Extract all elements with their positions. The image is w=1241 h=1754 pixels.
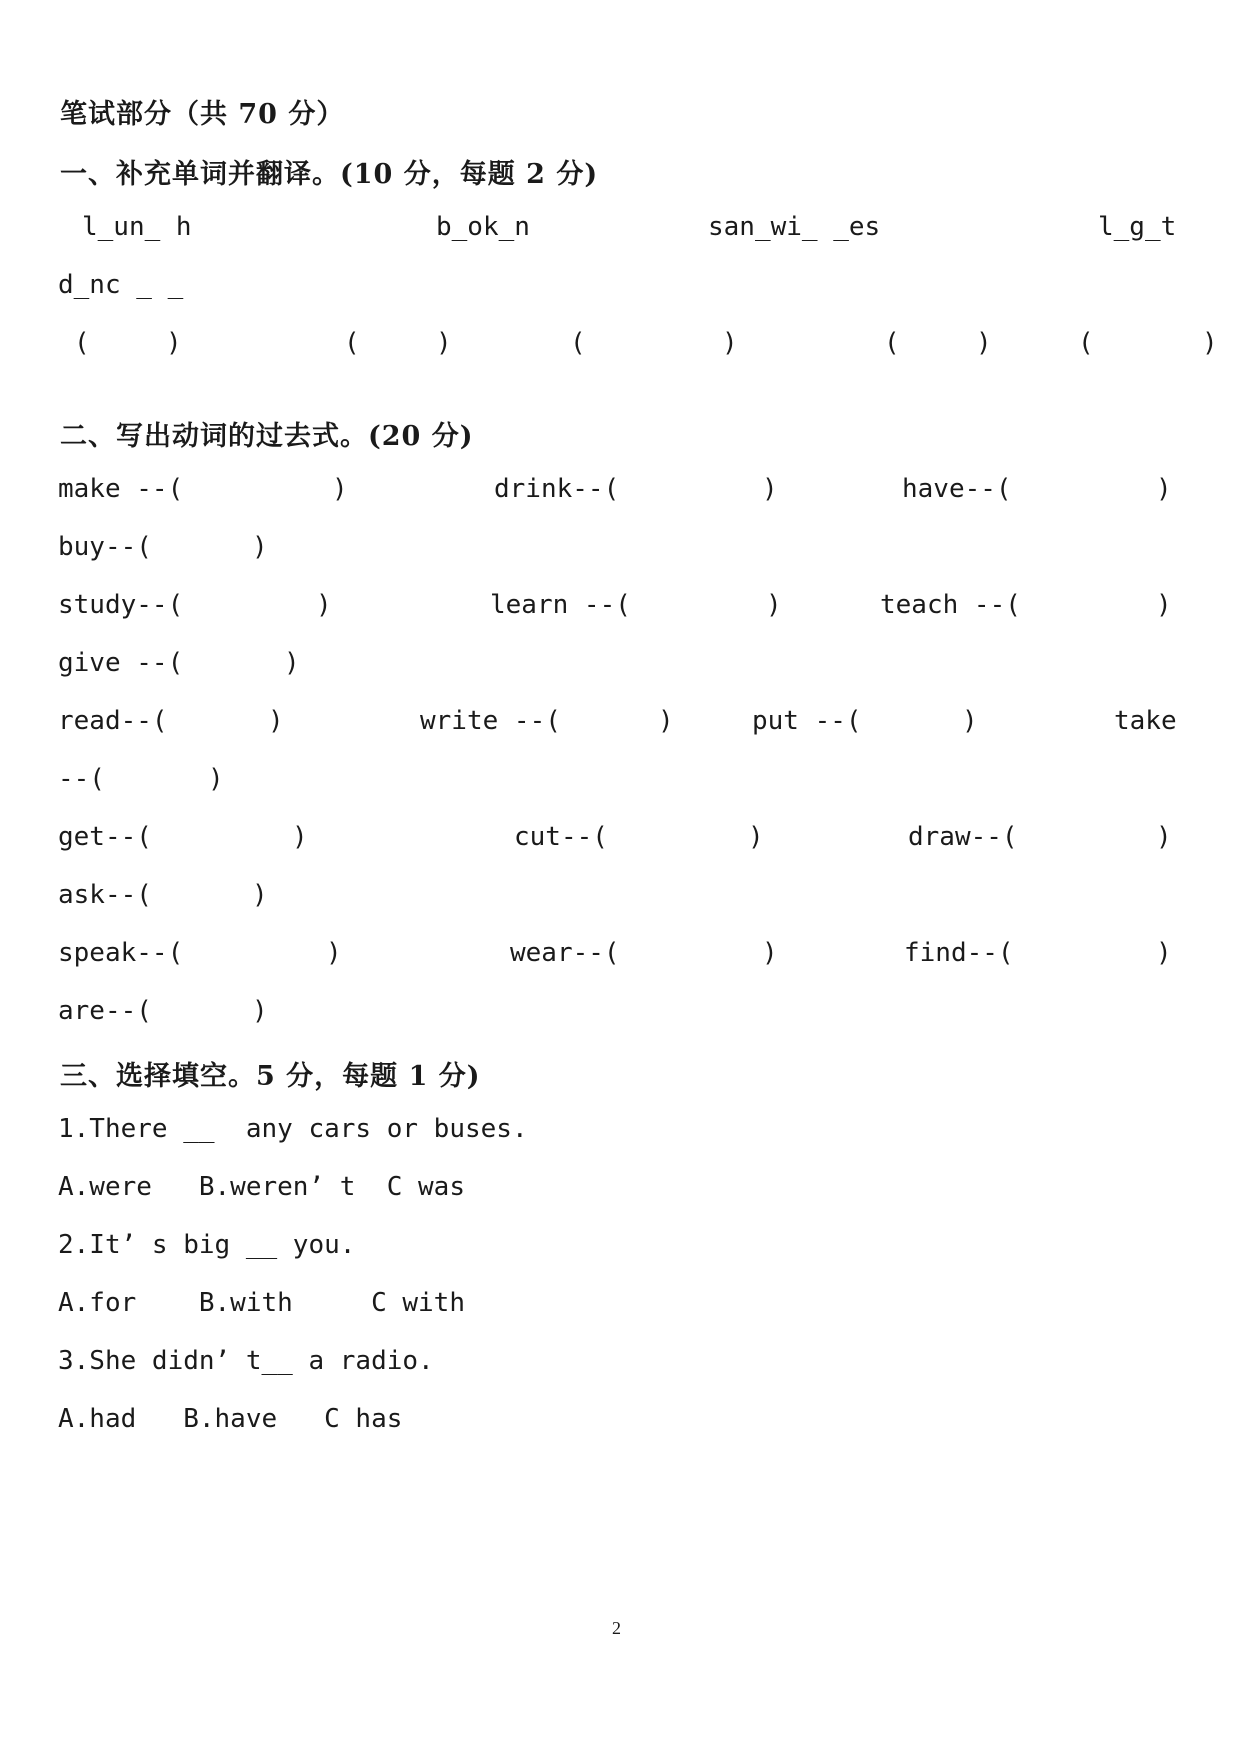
verb-have: have--( [902, 474, 1012, 504]
verb-drink: drink--( [494, 474, 620, 504]
verb-drink-close: ) [762, 474, 778, 504]
verb-cut-close: ) [748, 822, 764, 852]
blank-5-open: ( [1078, 328, 1094, 358]
verb-study-close: ) [316, 590, 332, 620]
verb-write: write --( [420, 706, 561, 736]
question-2: 2.It’ s big __ you. [58, 1230, 356, 1260]
blank-3-open: ( [570, 328, 586, 358]
verb-make: make --( [58, 474, 184, 504]
word-3: san_wi_ _es [708, 212, 881, 242]
question-3: 3.She didn’ t__ a radio. [58, 1346, 434, 1376]
verb-give-close: ) [284, 648, 300, 678]
blank-4-open: ( [884, 328, 900, 358]
verb-read-close: ) [268, 706, 284, 736]
question-1-options: A.were B.weren’ t C was [58, 1172, 465, 1202]
verb-study: study--( [58, 590, 184, 620]
verb-buy-close: ) [252, 532, 268, 562]
verb-buy: buy--( [58, 532, 152, 562]
verb-have-close: ) [1156, 474, 1172, 504]
verb-are-close: ) [252, 996, 268, 1026]
verb-get-close: ) [292, 822, 308, 852]
verb-take-close: ) [208, 764, 224, 794]
blank-2-close: ) [436, 328, 452, 358]
page-number: 2 [612, 1618, 621, 1638]
blank-4-close: ) [976, 328, 992, 358]
verb-wear: wear--( [510, 938, 620, 968]
blank-1-close: ) [166, 328, 182, 358]
verb-put-close: ) [962, 706, 978, 736]
verb-cut: cut--( [514, 822, 608, 852]
word-4: l_g_t [1098, 212, 1177, 242]
verb-draw-close: ) [1156, 822, 1172, 852]
blank-1-open: ( [74, 328, 90, 358]
verb-take: take [1114, 706, 1177, 736]
verb-ask: ask--( [58, 880, 152, 910]
verb-make-close: ) [332, 474, 348, 504]
word-5: d_nc _ _ [58, 270, 184, 300]
part2-title: 二、写出动词的过去式。(20 分) [60, 421, 474, 452]
blank-5-close: ) [1202, 328, 1218, 358]
verb-teach-close: ) [1156, 590, 1172, 620]
verb-find: find--( [904, 938, 1014, 968]
blank-2-open: ( [344, 328, 360, 358]
verb-draw: draw--( [908, 822, 1018, 852]
verb-write-close: ) [658, 706, 674, 736]
verb-teach: teach --( [880, 590, 1021, 620]
verb-put: put --( [752, 706, 862, 736]
part1-title: 一、补充单词并翻译。(10 分，每题 2 分) [60, 159, 599, 190]
verb-take-open: --( [58, 764, 105, 794]
verb-speak: speak--( [58, 938, 184, 968]
verb-learn: learn --( [490, 590, 631, 620]
verb-are: are--( [58, 996, 152, 1026]
question-3-options: A.had B.have C has [58, 1404, 403, 1434]
verb-find-close: ) [1156, 938, 1172, 968]
section-header: 笔试部分（共 70 分） [60, 99, 345, 130]
verb-give: give --( [58, 648, 184, 678]
question-2-options: A.for B.with C with [58, 1288, 465, 1318]
verb-read: read--( [58, 706, 168, 736]
verb-speak-close: ) [326, 938, 342, 968]
verb-wear-close: ) [762, 938, 778, 968]
question-1: 1.There __ any cars or buses. [58, 1114, 528, 1144]
verb-get: get--( [58, 822, 152, 852]
verb-ask-close: ) [252, 880, 268, 910]
word-2: b_ok_n [436, 212, 530, 242]
blank-3-close: ) [722, 328, 738, 358]
part3-title: 三、选择填空。5 分，每题 1 分) [60, 1061, 481, 1092]
verb-learn-close: ) [766, 590, 782, 620]
word-1: l_un_ h [82, 212, 192, 242]
